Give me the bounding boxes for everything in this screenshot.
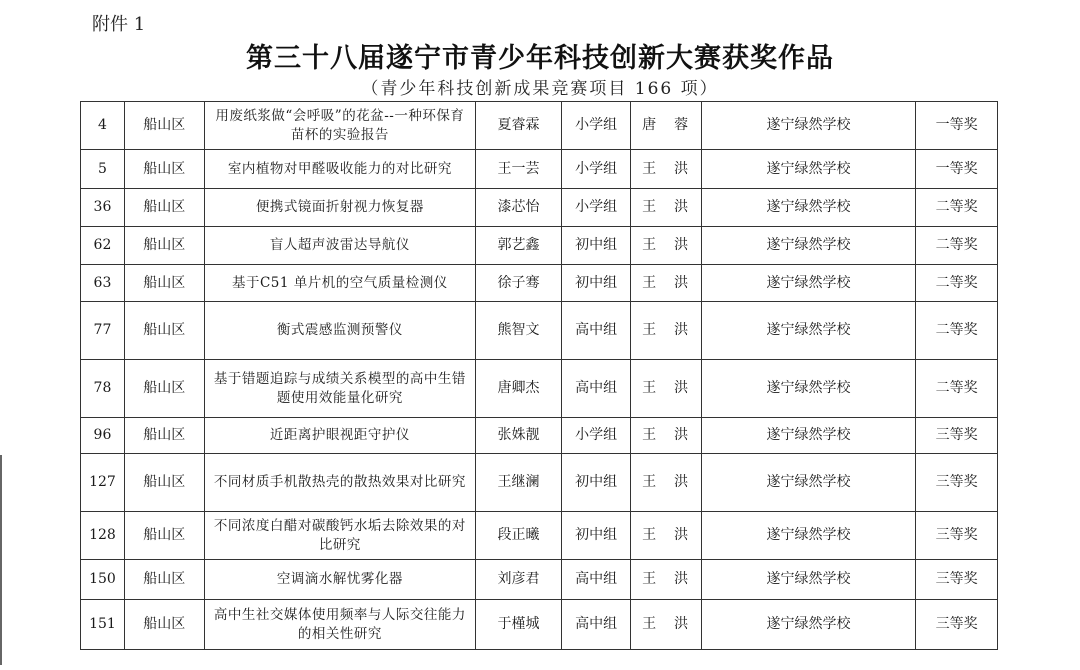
cell-school: 遂宁绿然学校 — [701, 512, 915, 560]
attachment-label: 附件 1 — [92, 14, 146, 35]
cell-group: 高中组 — [561, 360, 630, 418]
cell-teacher: 王 洪 — [631, 265, 701, 302]
cell-group: 小学组 — [561, 102, 630, 150]
cell-group: 高中组 — [561, 302, 630, 360]
cell-no: 36 — [81, 189, 125, 227]
cell-award: 二等奖 — [916, 189, 998, 227]
cell-no: 151 — [81, 600, 125, 650]
table-row — [81, 102, 998, 150]
table-row — [81, 189, 998, 227]
cell-school: 遂宁绿然学校 — [701, 418, 915, 454]
cell-work: 不同材质手机散热壳的散热效果对比研究 — [204, 454, 476, 512]
cell-author: 张姝靓 — [476, 418, 562, 454]
cell-award: 三等奖 — [916, 512, 998, 560]
cell-group: 小学组 — [561, 150, 630, 189]
cell-group: 初中组 — [561, 454, 630, 512]
cell-work: 室内植物对甲醛吸收能力的对比研究 — [204, 150, 476, 189]
cell-no: 128 — [81, 512, 125, 560]
cell-award: 三等奖 — [916, 600, 998, 650]
cell-school: 遂宁绿然学校 — [701, 265, 915, 302]
table-row — [81, 560, 998, 600]
cell-teacher: 王 洪 — [631, 454, 701, 512]
cell-group: 初中组 — [561, 227, 630, 265]
cell-school: 遂宁绿然学校 — [701, 454, 915, 512]
cell-district: 船山区 — [124, 189, 204, 227]
cell-teacher: 王 洪 — [631, 512, 701, 560]
cell-author: 段正曦 — [476, 512, 562, 560]
cell-work: 衡式震感监测预警仪 — [204, 302, 476, 360]
cell-teacher: 王 洪 — [631, 360, 701, 418]
cell-no: 77 — [81, 302, 125, 360]
table-row — [81, 360, 998, 418]
cell-teacher: 王 洪 — [631, 302, 701, 360]
cell-award: 一等奖 — [916, 102, 998, 150]
table-row — [81, 302, 998, 360]
cell-award: 二等奖 — [916, 265, 998, 302]
cell-school: 遂宁绿然学校 — [701, 360, 915, 418]
cell-award: 二等奖 — [916, 360, 998, 418]
cell-school: 遂宁绿然学校 — [701, 600, 915, 650]
page-subtitle: （青少年科技创新成果竞赛项目 166 项） — [361, 79, 719, 99]
cell-award: 一等奖 — [916, 150, 998, 189]
cell-work: 不同浓度白醋对碳酸钙水垢去除效果的对比研究 — [204, 512, 476, 560]
cell-district: 船山区 — [124, 512, 204, 560]
cell-work: 盲人超声波雷达导航仪 — [204, 227, 476, 265]
cell-work: 近距离护眼视距守护仪 — [204, 418, 476, 454]
cell-work: 高中生社交媒体使用频率与人际交往能力的相关性研究 — [204, 600, 476, 650]
cell-teacher: 王 洪 — [631, 189, 701, 227]
cell-no: 4 — [81, 102, 125, 150]
cell-school: 遂宁绿然学校 — [701, 560, 915, 600]
cell-school: 遂宁绿然学校 — [701, 302, 915, 360]
cell-teacher: 王 洪 — [631, 150, 701, 189]
table-row — [81, 512, 998, 560]
cell-author: 徐子骞 — [476, 265, 562, 302]
cell-school: 遂宁绿然学校 — [701, 102, 915, 150]
cell-award: 二等奖 — [916, 302, 998, 360]
cell-district: 船山区 — [124, 227, 204, 265]
cell-work: 用废纸浆做“会呼吸”的花盆--一种环保育苗杯的实验报告 — [204, 102, 476, 150]
cell-work: 基于C51 单片机的空气质量检测仪 — [204, 265, 476, 302]
cell-award: 三等奖 — [916, 454, 998, 512]
cell-teacher: 王 洪 — [631, 227, 701, 265]
scan-edge-line — [0, 455, 2, 665]
cell-district: 船山区 — [124, 302, 204, 360]
cell-district: 船山区 — [124, 454, 204, 512]
cell-district: 船山区 — [124, 360, 204, 418]
cell-district: 船山区 — [124, 418, 204, 454]
table-row — [81, 600, 998, 650]
cell-group: 初中组 — [561, 512, 630, 560]
table-row — [81, 265, 998, 302]
table-row — [81, 418, 998, 454]
cell-author: 唐卿杰 — [476, 360, 562, 418]
cell-award: 三等奖 — [916, 418, 998, 454]
table-row — [81, 150, 998, 189]
cell-group: 高中组 — [561, 600, 630, 650]
cell-no: 96 — [81, 418, 125, 454]
cell-teacher: 王 洪 — [631, 560, 701, 600]
cell-district: 船山区 — [124, 102, 204, 150]
cell-award: 二等奖 — [916, 227, 998, 265]
table-row — [81, 454, 998, 512]
cell-school: 遂宁绿然学校 — [701, 150, 915, 189]
cell-no: 78 — [81, 360, 125, 418]
cell-group: 初中组 — [561, 265, 630, 302]
cell-group: 高中组 — [561, 560, 630, 600]
cell-award: 三等奖 — [916, 560, 998, 600]
cell-work: 便携式镜面折射视力恢复器 — [204, 189, 476, 227]
cell-district: 船山区 — [124, 150, 204, 189]
cell-district: 船山区 — [124, 600, 204, 650]
cell-district: 船山区 — [124, 560, 204, 600]
cell-teacher: 王 洪 — [631, 418, 701, 454]
cell-no: 63 — [81, 265, 125, 302]
cell-teacher: 王 洪 — [631, 600, 701, 650]
cell-district: 船山区 — [124, 265, 204, 302]
cell-no: 150 — [81, 560, 125, 600]
page-title: 第三十八届遂宁市青少年科技创新大赛获奖作品 — [246, 43, 834, 74]
cell-author: 漆芯怡 — [476, 189, 562, 227]
cell-work: 空调滴水解忧雾化器 — [204, 560, 476, 600]
awards-table — [80, 101, 998, 650]
cell-author: 夏睿霖 — [476, 102, 562, 150]
cell-group: 小学组 — [561, 418, 630, 454]
cell-work: 基于错题追踪与成绩关系模型的高中生错题使用效能量化研究 — [204, 360, 476, 418]
cell-author: 郭艺鑫 — [476, 227, 562, 265]
cell-author: 于槿城 — [476, 600, 562, 650]
cell-school: 遂宁绿然学校 — [701, 227, 915, 265]
table-row — [81, 227, 998, 265]
cell-author: 刘彦君 — [476, 560, 562, 600]
cell-school: 遂宁绿然学校 — [701, 189, 915, 227]
cell-author: 王一芸 — [476, 150, 562, 189]
cell-no: 62 — [81, 227, 125, 265]
cell-teacher: 唐 蓉 — [631, 102, 701, 150]
cell-no: 127 — [81, 454, 125, 512]
cell-group: 小学组 — [561, 189, 630, 227]
cell-author: 王继澜 — [476, 454, 562, 512]
cell-author: 熊智文 — [476, 302, 562, 360]
cell-no: 5 — [81, 150, 125, 189]
